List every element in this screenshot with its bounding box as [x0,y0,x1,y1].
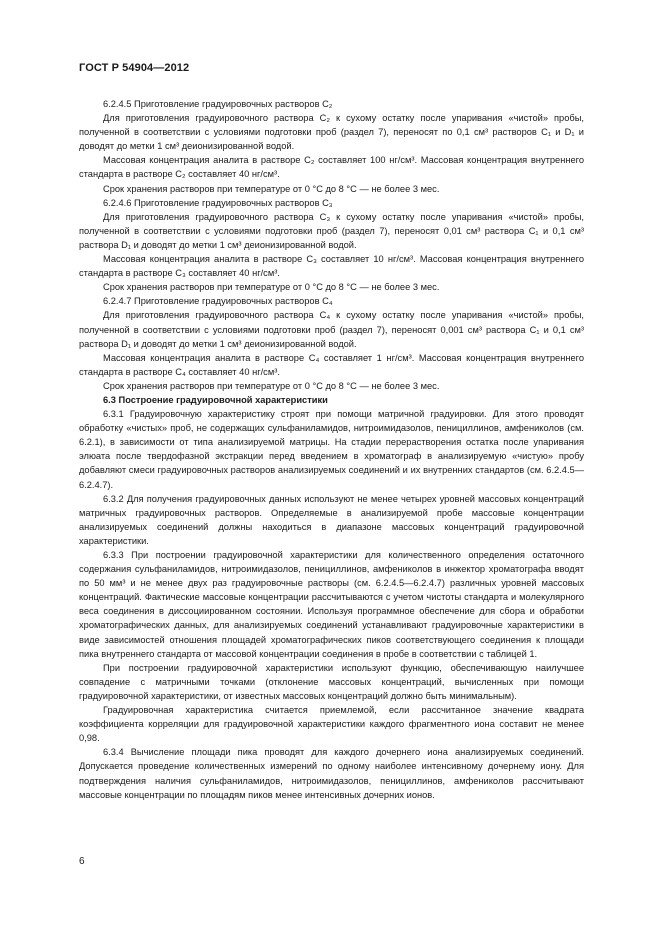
paragraph: Для приготовления градуировочного раствора C₂ к сухому остатку после упаривания «чистой» пробы, полученной в соответствии с условиями подготовки проб (раздел 7), переносят по 0,1 см³ растворов C₁ и D₁ и доводят до метки 1 см³ деионизированной водой. [79,113,584,152]
section-heading-6-3: 6.3 Построение градуировочной характеристики [103,394,328,405]
paragraph: Градуировочная характеристика считается приемлемой, если рассчитанное значение квадрата коэффициента корреляции для градуировочной характеристики каждого фрагментного иона составит не менее 0,98. [79,705,584,744]
subsection-title-6-2-4-6: 6.2.4.6 Приготовление градуировочных растворов C₃ [103,197,333,208]
paragraph: Срок хранения растворов при температуре от 0 °C до 8 °C — не более 3 мес. [103,183,440,194]
paragraph: Срок хранения растворов при температуре от 0 °C до 8 °C — не более 3 мес. [103,282,440,293]
subsection-title-6-2-4-7: 6.2.4.7 Приготовление градуировочных растворов C₄ [103,296,333,307]
paragraph: Массовая концентрация аналита в растворе C₂ составляет 100 нг/см³. Массовая концентрация внутреннего стандарта в растворе C₂ составляет 40 нг/см³. [79,155,584,180]
page-body [79,97,584,802]
document-header: ГОСТ Р 54904—2012 [79,62,190,74]
paragraph: 6.3.1 Градуировочную характеристику строят при помощи матричной градуировки. Для этого проводят обработку «чистых» проб, не содержащих сульфаниламидов, нитроимидазолов, пенициллинов, амфениколов (см. 6.2.1), в зависимости от типа анализируемой матрицы. На стадии перерастворения остатка после упаривания элюата после твердофазной экстракции перед введением в хроматограф в анализируемую «чистую» пробу добавляют смеси градуировочных растворов анализируемых соединений и их внутренних стандартов (см. 6.2.4.5—6.2.4.7). [79,409,584,490]
subsection-title-6-2-4-5: 6.2.4.5 Приготовление градуировочных растворов C₂ [103,99,333,109]
paragraph: Массовая концентрация аналита в растворе C₄ составляет 1 нг/см³. Массовая концентрация внутреннего стандарта в растворе C₄ составляет 40 нг/см³. [79,352,584,377]
paragraph: Для приготовления градуировочного раствора C₄ к сухому остатку после упаривания «чистой» пробы, полученной в соответствии с условиями подготовки проб (раздел 7), переносят 0,001 см³ раствора C₁ и 0,1 см³ раствора D₁ и доводят до метки 1 см³ деионизированной водой. [79,310,584,349]
paragraph: Срок хранения растворов при температуре от 0 °C до 8 °C — не более 3 мес. [103,380,440,391]
paragraph: Для приготовления градуировочного раствора C₃ к сухому остатку после упаривания «чистой» пробы, полученной в соответствии с условиями подготовки проб (раздел 7), переносят 0,01 см³ раствора C₁ и 0,1 см³ раствора D₁ и доводят до метки 1 см³ деионизированной водой. [79,211,584,250]
page-number: 6 [79,856,85,867]
paragraph: 6.3.3 При построении градуировочной характеристики для количественного определения остаточного содержания сульфаниламидов, нитроимидазолов, пенициллинов, амфениколов в инжектор хроматографа вводят по 50 мм³ и не менее двух раз градуировочные растворы (см. 6.2.4.5—6.2.4.7) различных уровней массовых концентраций. Фактические массовые концентрации рассчитываются с учетом чистоты стандарта и молекулярного веса соединения в диссоциированном состоянии. Используя программное обеспечение для сбора и обработки хроматографических данных, для анализируемых соединений устанавливают градуировочные характеристики в виде зависимостей отношения площадей хроматографических пиков соответствующего соединения к площади пика внутреннего стандарта от массовой концентрации соединения в пробе в соответствии с таблицей 1. [79,550,584,659]
paragraph: Массовая концентрация аналита в растворе C₃ составляет 10 нг/см³. Массовая концентрация внутреннего стандарта в растворе C₃ составляет 40 нг/см³. [79,254,584,279]
paragraph: При построении градуировочной характеристики используют функцию, обеспечивающую наилучшее совпадение с матричными точками (отклонение массовых концентраций, вычисленных при помощи градуировочной характеристики, от известных массовых концентраций должно быть минимальным). [79,662,584,701]
paragraph: 6.3.2 Для получения градуировочных данных используют не менее четырех уровней массовых концентраций матричных градуировочных растворов. Определяемые в анализируемой пробе массовые концентрации анализируемых соединений должны находиться в диапазоне массовых концентраций градуировочной характеристики. [79,493,584,546]
paragraph: 6.3.4 Вычисление площади пика проводят для каждого дочернего иона анализируемых соединений. Допускается проведение количественных измерений по одному наиболее интенсивному дочернему иону. Для подтверждения наличия сульфаниламидов, нитроимидазолов, пенициллинов, амфениколов рассчитывают массовые концентрации по площадям пиков менее интенсивных дочерних ионов. [79,747,584,800]
